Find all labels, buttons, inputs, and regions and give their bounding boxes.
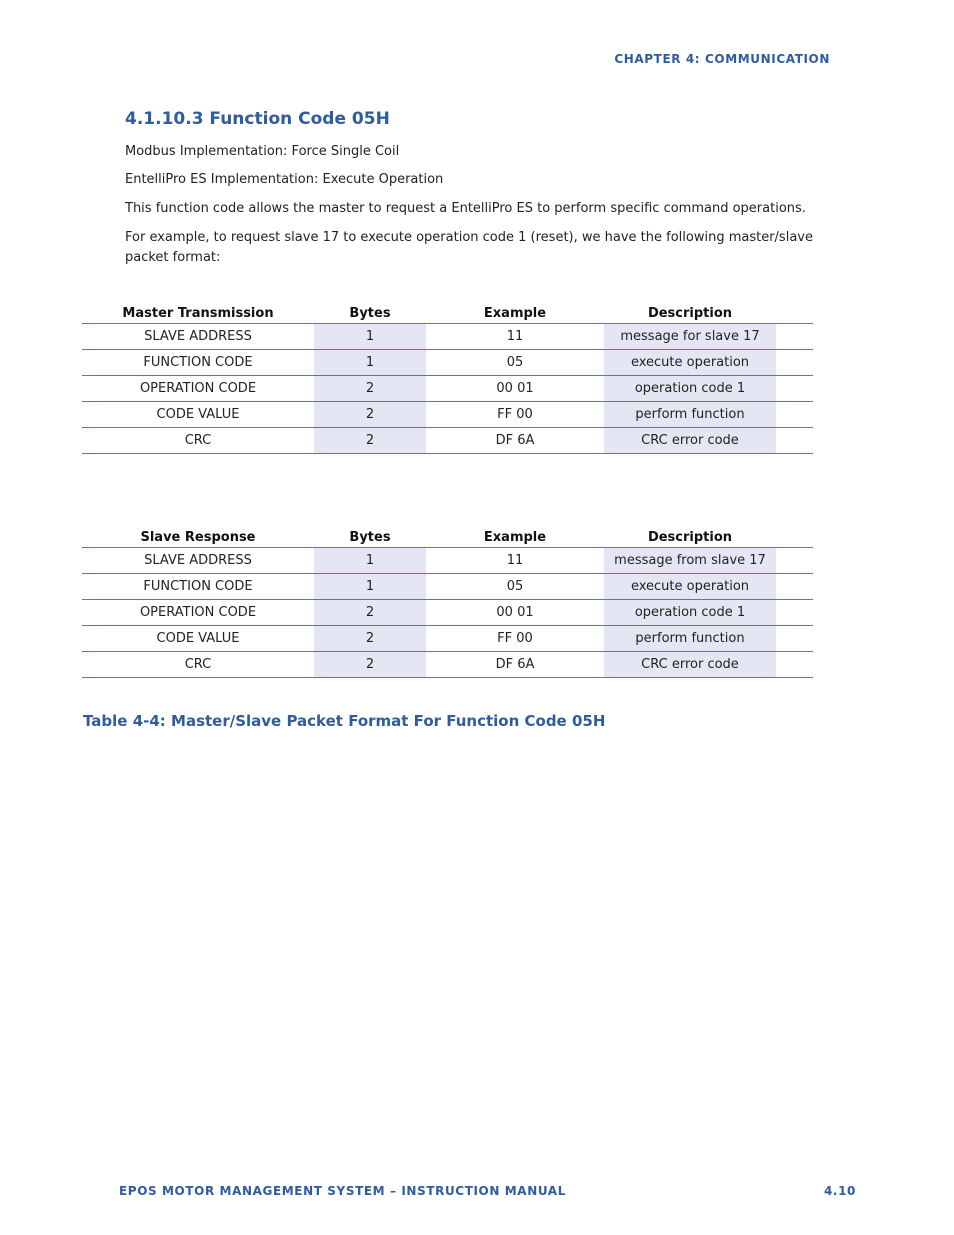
table-cell-spacer (776, 428, 813, 454)
table-cell: OPERATION CODE (82, 600, 314, 626)
table-cell: 2 (314, 626, 426, 652)
column-header: Description (604, 299, 776, 324)
paragraph-example-intro: For example, to request slave 17 to execute operation code 1 (reset), we have the following master/slave packet format: (125, 230, 813, 265)
table-cell: 00 01 (426, 376, 604, 402)
column-header-spacer (776, 299, 813, 324)
table-cell: 2 (314, 600, 426, 626)
table-cell: message for slave 17 (604, 324, 776, 350)
table-cell: FF 00 (426, 402, 604, 428)
table-row (82, 324, 813, 350)
table-cell: execute operation (604, 574, 776, 600)
paragraph-modbus-implementation: Modbus Implementation: Force Single Coil (125, 144, 400, 159)
table-cell: FF 00 (426, 626, 604, 652)
table-cell: 05 (426, 350, 604, 376)
table-cell: CODE VALUE (82, 402, 314, 428)
table-caption: Table 4-4: Master/Slave Packet Format For Function Code 05H (83, 712, 606, 730)
column-header: Slave Response (82, 523, 314, 548)
column-header: Description (604, 523, 776, 548)
table-row (82, 600, 813, 626)
column-header: Bytes (314, 523, 426, 548)
table-cell: 1 (314, 548, 426, 574)
table-cell: operation code 1 (604, 376, 776, 402)
table-cell: perform function (604, 402, 776, 428)
column-header: Example (426, 299, 604, 324)
table-cell: CRC (82, 652, 314, 678)
column-header: Bytes (314, 299, 426, 324)
table-cell: operation code 1 (604, 600, 776, 626)
table-row (82, 548, 813, 574)
table-cell: 2 (314, 376, 426, 402)
table-cell: DF 6A (426, 428, 604, 454)
table-cell: 00 01 (426, 600, 604, 626)
table-cell: 2 (314, 428, 426, 454)
table-cell-spacer (776, 402, 813, 428)
table-cell: execute operation (604, 350, 776, 376)
table-header-row (82, 523, 813, 548)
paragraph-entellipro-implementation: EntelliPro ES Implementation: Execute Operation (125, 172, 444, 187)
table-row (82, 376, 813, 402)
master-transmission-table (82, 299, 813, 454)
table-row (82, 652, 813, 678)
table-cell: 2 (314, 402, 426, 428)
table-cell: SLAVE ADDRESS (82, 324, 314, 350)
column-header-spacer (776, 523, 813, 548)
table-header-row (82, 299, 813, 324)
table-cell: FUNCTION CODE (82, 350, 314, 376)
table-cell-spacer (776, 626, 813, 652)
table-cell: 1 (314, 350, 426, 376)
table-row (82, 626, 813, 652)
table-cell: perform function (604, 626, 776, 652)
table-row (82, 428, 813, 454)
table-cell: FUNCTION CODE (82, 574, 314, 600)
section-title: 4.1.10.3 Function Code 05H (125, 109, 390, 129)
table-cell-spacer (776, 652, 813, 678)
table-cell: message from slave 17 (604, 548, 776, 574)
slave-response-table (82, 523, 813, 678)
table-cell-spacer (776, 376, 813, 402)
footer-manual-title: EPOS MOTOR MANAGEMENT SYSTEM – INSTRUCTION MANUAL (119, 1184, 566, 1198)
table-cell: CRC (82, 428, 314, 454)
table-cell: DF 6A (426, 652, 604, 678)
table-cell: OPERATION CODE (82, 376, 314, 402)
table-cell: 05 (426, 574, 604, 600)
table-row (82, 574, 813, 600)
table-cell-spacer (776, 350, 813, 376)
column-header: Example (426, 523, 604, 548)
chapter-header: CHAPTER 4: COMMUNICATION (614, 52, 830, 66)
table-cell: SLAVE ADDRESS (82, 548, 314, 574)
table-cell-spacer (776, 548, 813, 574)
table-cell: 1 (314, 574, 426, 600)
table-cell-spacer (776, 600, 813, 626)
column-header: Master Transmission (82, 299, 314, 324)
paragraph-function-description: This function code allows the master to request a EntelliPro ES to perform specific command operations. (125, 201, 806, 216)
table-cell: 11 (426, 324, 604, 350)
table-cell: 1 (314, 324, 426, 350)
table-cell: CRC error code (604, 428, 776, 454)
table-cell: 11 (426, 548, 604, 574)
table-cell-spacer (776, 574, 813, 600)
table-row (82, 402, 813, 428)
table-row (82, 350, 813, 376)
table-cell: 2 (314, 652, 426, 678)
table-cell: CODE VALUE (82, 626, 314, 652)
table-cell: CRC error code (604, 652, 776, 678)
footer-page-number: 4.10 (823, 1184, 856, 1198)
table-cell-spacer (776, 324, 813, 350)
